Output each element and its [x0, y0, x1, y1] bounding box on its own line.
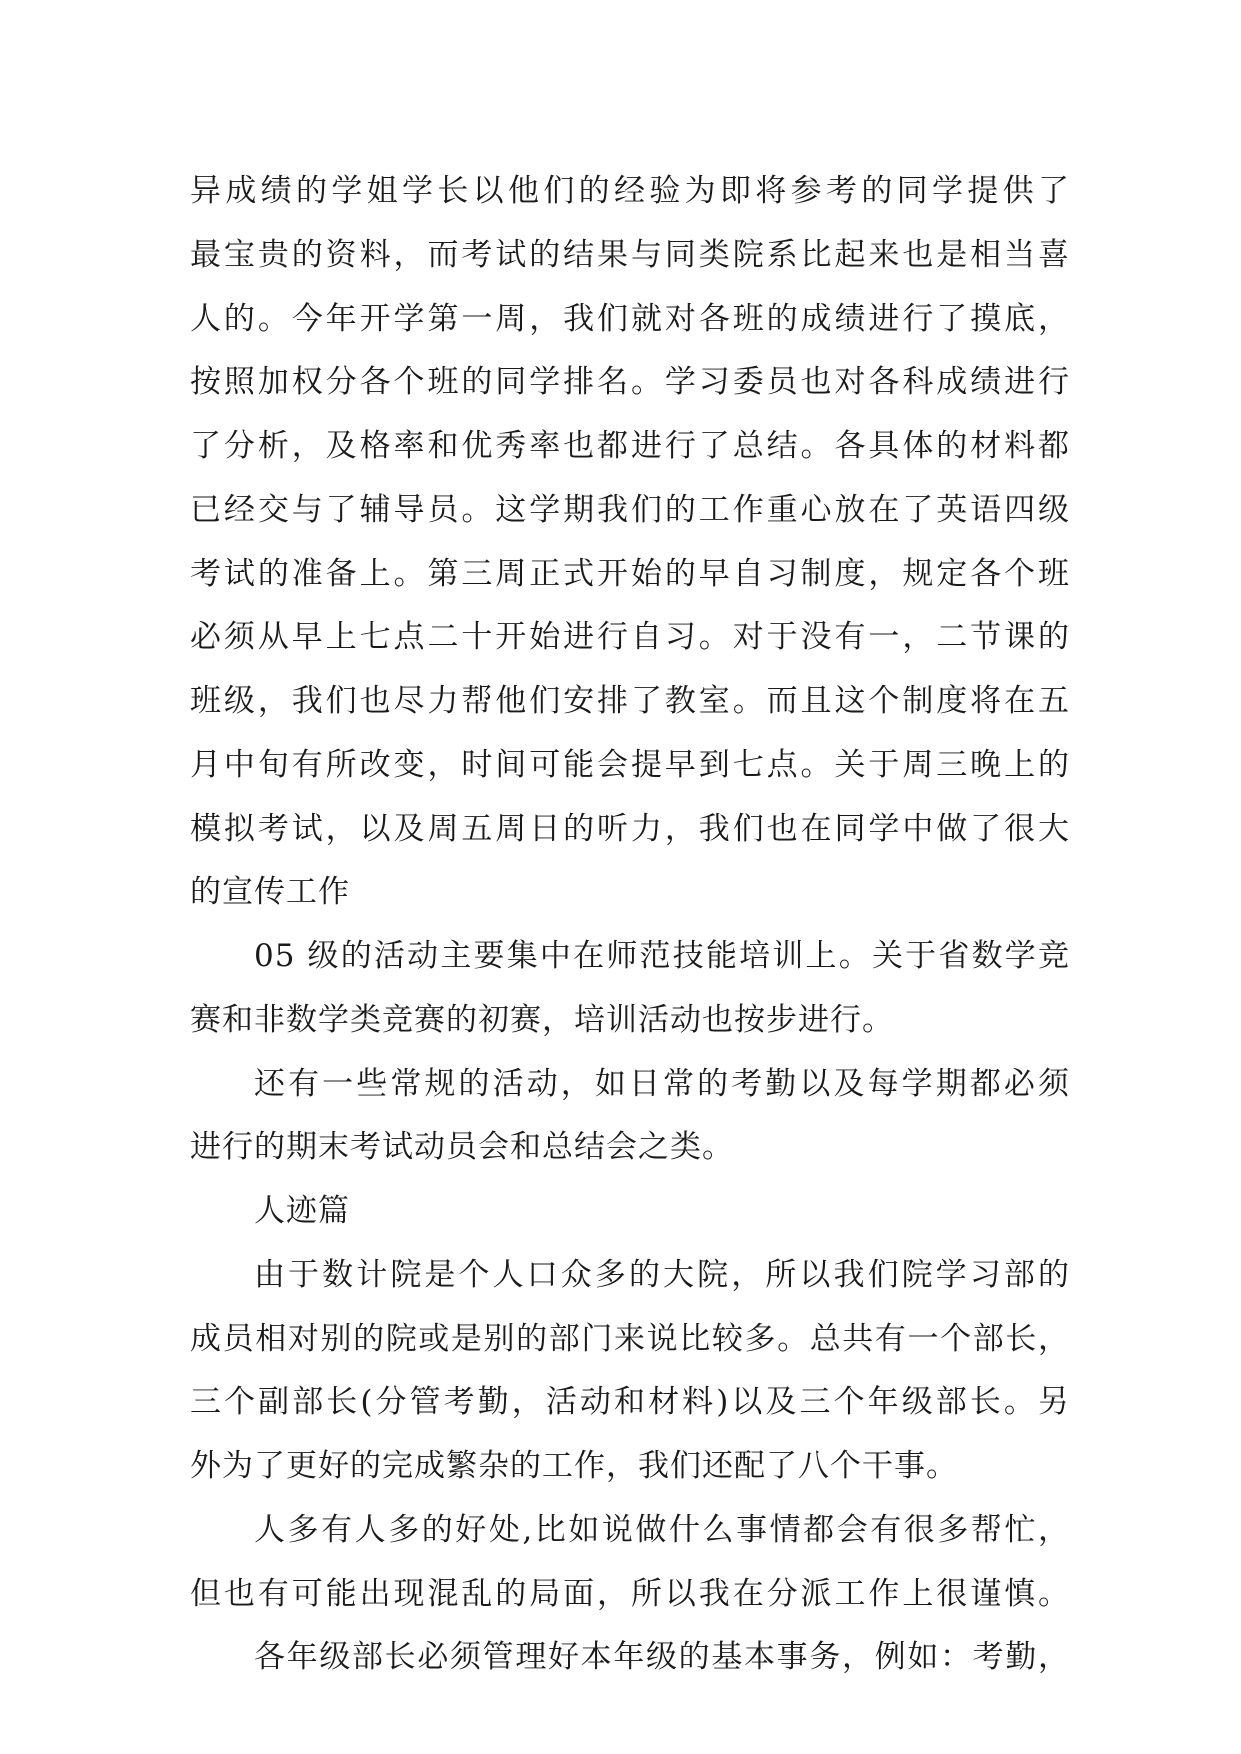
- text-line: 模拟考试，以及周五周日的听力，我们也在同学中做了很大: [190, 810, 1070, 847]
- text-line: 人的。今年开学第一周，我们就对各班的成绩进行了摸底，: [190, 300, 1070, 337]
- text-line: 必须从早上七点二十开始进行自习。对于没有一，二节课的: [190, 619, 1070, 656]
- text-line: 三个副部长(分管考勤，活动和材料)以及三个年级部长。另: [190, 1384, 1070, 1421]
- paragraph-first-line: 各年级部长必须管理好本年级的基本事务，例如：考勤，: [254, 1639, 1070, 1676]
- text-line: 外为了更好的完成繁杂的工作，我们还配了八个干事。: [190, 1448, 958, 1484]
- paragraph-first-line: 人迹篇: [254, 1193, 350, 1229]
- text-line: 按照加权分各个班的同学排名。学习委员也对各科成绩进行: [190, 364, 1070, 401]
- text-line: 最宝贵的资料，而考试的结果与同类院系比起来也是相当喜: [190, 236, 1070, 273]
- text-line: 已经交与了辅导员。这学期我们的工作重心放在了英语四级: [190, 491, 1070, 528]
- text-line: 异成绩的学姐学长以他们的经验为即将参考的同学提供了: [190, 173, 1070, 209]
- text-line: 考试的准备上。第三周正式开始的早自习制度，规定各个班: [190, 555, 1070, 592]
- paragraph-first-line: 人多有人多的好处,比如说做什么事情都会有很多帮忙，: [254, 1511, 1070, 1548]
- text-line: 班级，我们也尽力帮他们安排了教室。而且这个制度将在五: [190, 683, 1070, 719]
- document-body: [190, 160, 1070, 1690]
- paragraph-first-line: 05 级的活动主要集中在师范技能培训上。关于省数学竞: [254, 938, 1070, 974]
- paragraph-first-line: 还有一些常规的活动，如日常的考勤以及每学期都必须: [254, 1065, 1070, 1102]
- text-line: 的宣传工作: [190, 874, 350, 911]
- text-line: 了分析，及格率和优秀率也都进行了总结。各具体的材料都: [190, 428, 1070, 464]
- text-line: 月中旬有所改变，时间可能会提早到七点。关于周三晚上的: [190, 746, 1070, 783]
- text-line: 成员相对别的院或是别的部门来说比较多。总共有一个部长，: [190, 1320, 1070, 1357]
- text-line: 进行的期末考试动员会和总结会之类。: [190, 1129, 734, 1166]
- paragraph-first-line: 由于数计院是个人口众多的大院，所以我们院学习部的: [254, 1256, 1070, 1293]
- text-line: 赛和非数学类竞赛的初赛，培训活动也按步进行。: [190, 1001, 894, 1038]
- text-line: 但也有可能出现混乱的局面，所以我在分派工作上很谨慎。: [190, 1575, 1070, 1612]
